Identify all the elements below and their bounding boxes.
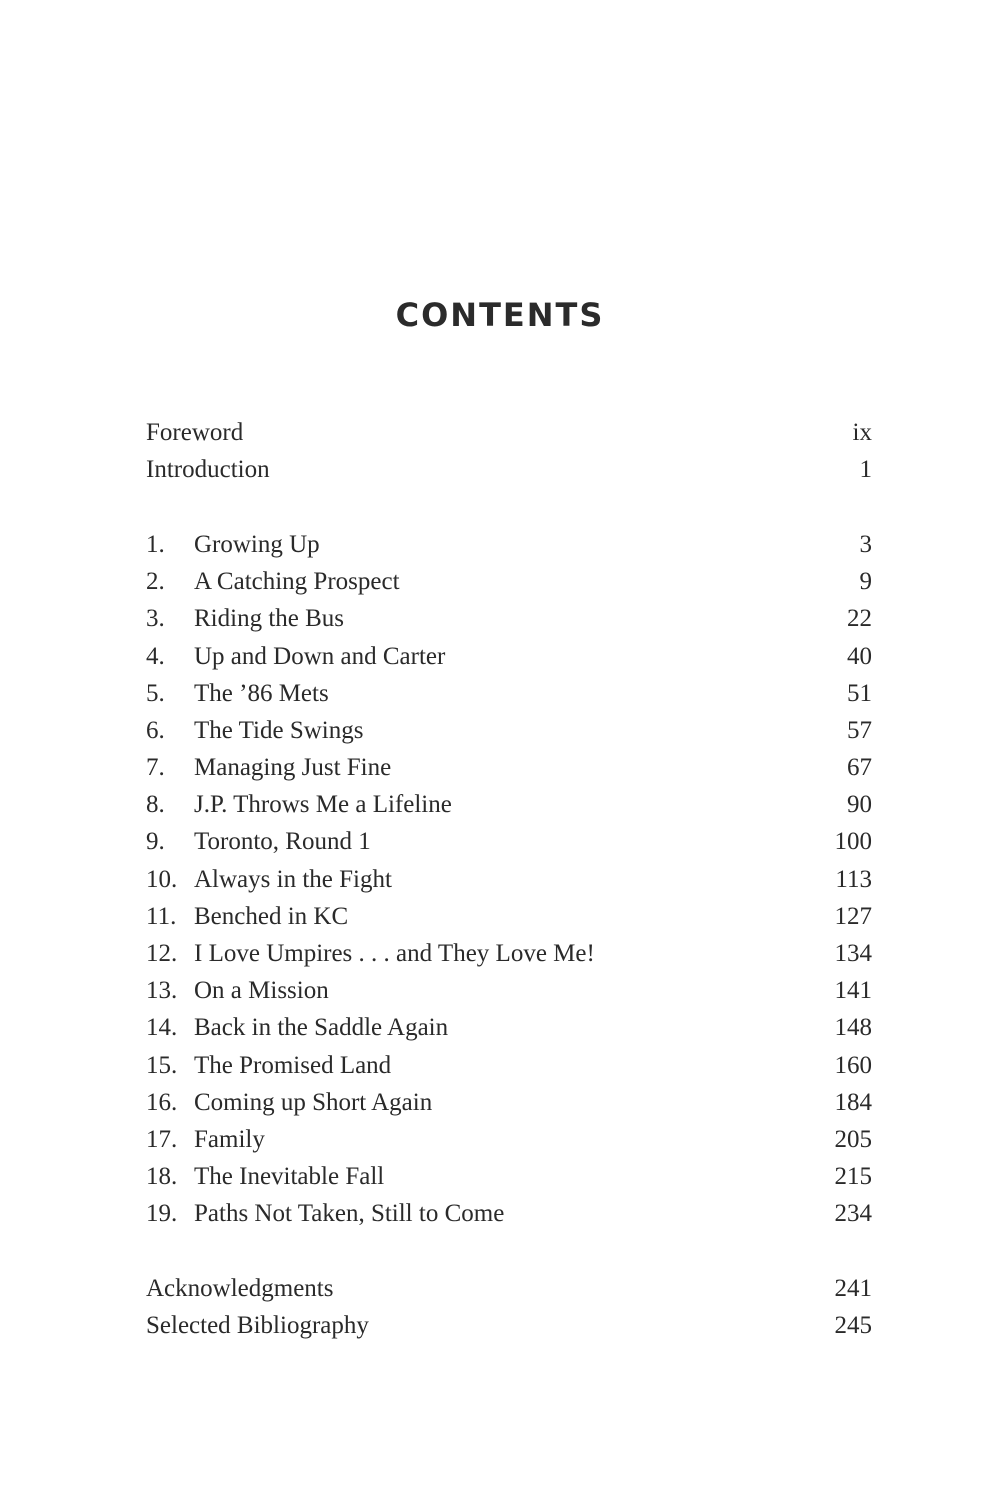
chapter-title: I Love Umpires . . . and They Love Me! (194, 940, 595, 968)
chapter-number: 7. (146, 754, 165, 782)
chapter-page-number: 184 (834, 1088, 872, 1116)
section-spacer (146, 1233, 872, 1271)
chapter-number: 3. (146, 605, 165, 633)
chapter-number: 1. (146, 530, 165, 558)
chapter-number: 5. (146, 679, 165, 707)
entry-page-number: 245 (834, 1312, 872, 1340)
chapter-entry (146, 823, 872, 860)
back-matter-list (146, 1270, 872, 1344)
chapter-entry (146, 749, 872, 786)
chapter-page-number: 90 (847, 791, 872, 819)
toc-entry (146, 1307, 872, 1344)
chapter-page-number: 134 (834, 940, 872, 968)
chapter-number: 19. (146, 1200, 178, 1228)
chapter-title: The Tide Swings (194, 716, 364, 744)
chapter-entry (146, 1084, 872, 1121)
entry-title: Foreword (146, 419, 244, 446)
chapter-title: Family (194, 1125, 265, 1153)
chapter-entry (146, 526, 872, 563)
chapter-entry (146, 1047, 872, 1084)
chapter-entry (146, 638, 872, 675)
chapter-entry (146, 600, 872, 637)
chapter-number: 6. (146, 716, 165, 744)
chapter-title: Benched in KC (194, 902, 349, 930)
chapter-page-number: 51 (847, 679, 872, 707)
chapter-number: 13. (146, 977, 178, 1005)
chapter-title: The Promised Land (194, 1051, 392, 1079)
chapter-title: The ’86 Mets (194, 679, 329, 707)
chapter-number: 10. (146, 865, 178, 893)
chapter-page-number: 100 (834, 828, 872, 856)
chapter-page-number: 205 (834, 1125, 872, 1153)
chapter-title: Managing Just Fine (194, 754, 392, 782)
chapter-number: 17. (146, 1125, 178, 1153)
chapter-number: 11. (146, 902, 177, 930)
chapter-entry (146, 972, 872, 1009)
chapter-title: The Inevitable Fall (194, 1163, 385, 1191)
chapter-entry (146, 1195, 872, 1232)
chapter-number: 18. (146, 1163, 178, 1191)
chapter-number: 15. (146, 1051, 178, 1079)
chapter-page-number: 215 (834, 1163, 872, 1191)
chapter-title: Toronto, Round 1 (194, 828, 371, 856)
chapter-number: 14. (146, 1014, 178, 1042)
chapter-page-number: 57 (847, 716, 872, 744)
entry-title: Acknowledgments (146, 1275, 334, 1303)
chapter-title: Always in the Fight (194, 865, 392, 893)
entry-page-number: 1 (859, 456, 872, 484)
chapter-number: 2. (146, 568, 165, 596)
chapter-title: Up and Down and Carter (194, 642, 446, 670)
chapter-title: Riding the Bus (194, 605, 345, 633)
chapter-page-number: 127 (834, 902, 872, 930)
toc-entry (146, 451, 872, 488)
chapter-page-number: 148 (834, 1014, 872, 1042)
chapter-entry (146, 935, 872, 972)
chapter-number: 16. (146, 1088, 178, 1116)
chapter-entry (146, 563, 872, 600)
chapter-number: 9. (146, 828, 165, 856)
table-of-contents (146, 414, 872, 1345)
chapter-list (146, 526, 872, 1233)
chapter-number: 8. (146, 791, 165, 819)
chapter-title: On a Mission (194, 977, 329, 1005)
toc-entry (146, 1270, 872, 1307)
chapter-entry (146, 861, 872, 898)
chapter-page-number: 67 (847, 754, 872, 782)
entry-title: Selected Bibliography (146, 1312, 369, 1340)
chapter-number: 12. (146, 940, 178, 968)
section-spacer (146, 488, 872, 526)
chapter-entry (146, 1121, 872, 1158)
chapter-page-number: 9 (859, 568, 872, 596)
chapter-entry (146, 1158, 872, 1195)
chapter-page-number: 22 (847, 605, 872, 633)
chapter-title: Coming up Short Again (194, 1088, 433, 1116)
front-matter-list (146, 414, 872, 488)
chapter-page-number: 141 (834, 977, 872, 1005)
chapter-title: Paths Not Taken, Still to Come (194, 1200, 505, 1228)
chapter-page-number: 160 (834, 1051, 872, 1079)
chapter-entry (146, 1009, 872, 1046)
chapter-title: J.P. Throws Me a Lifeline (194, 791, 452, 819)
chapter-title: Back in the Saddle Again (194, 1014, 449, 1042)
chapter-page-number: 234 (834, 1200, 872, 1228)
chapter-entry (146, 786, 872, 823)
toc-entry (146, 414, 872, 451)
chapter-number: 4. (146, 642, 165, 670)
chapter-entry (146, 675, 872, 712)
chapter-page-number: 113 (835, 865, 872, 893)
chapter-entry (146, 898, 872, 935)
chapter-title: Growing Up (194, 530, 320, 558)
chapter-page-number: 3 (859, 530, 872, 558)
chapter-title: A Catching Prospect (194, 568, 400, 596)
chapter-entry (146, 712, 872, 749)
chapter-page-number: 40 (847, 642, 872, 670)
entry-title: Introduction (146, 456, 270, 484)
page-title: CONTENTS (395, 296, 605, 334)
entry-page-number: 241 (834, 1275, 872, 1303)
entry-page-number: ix (852, 419, 872, 446)
